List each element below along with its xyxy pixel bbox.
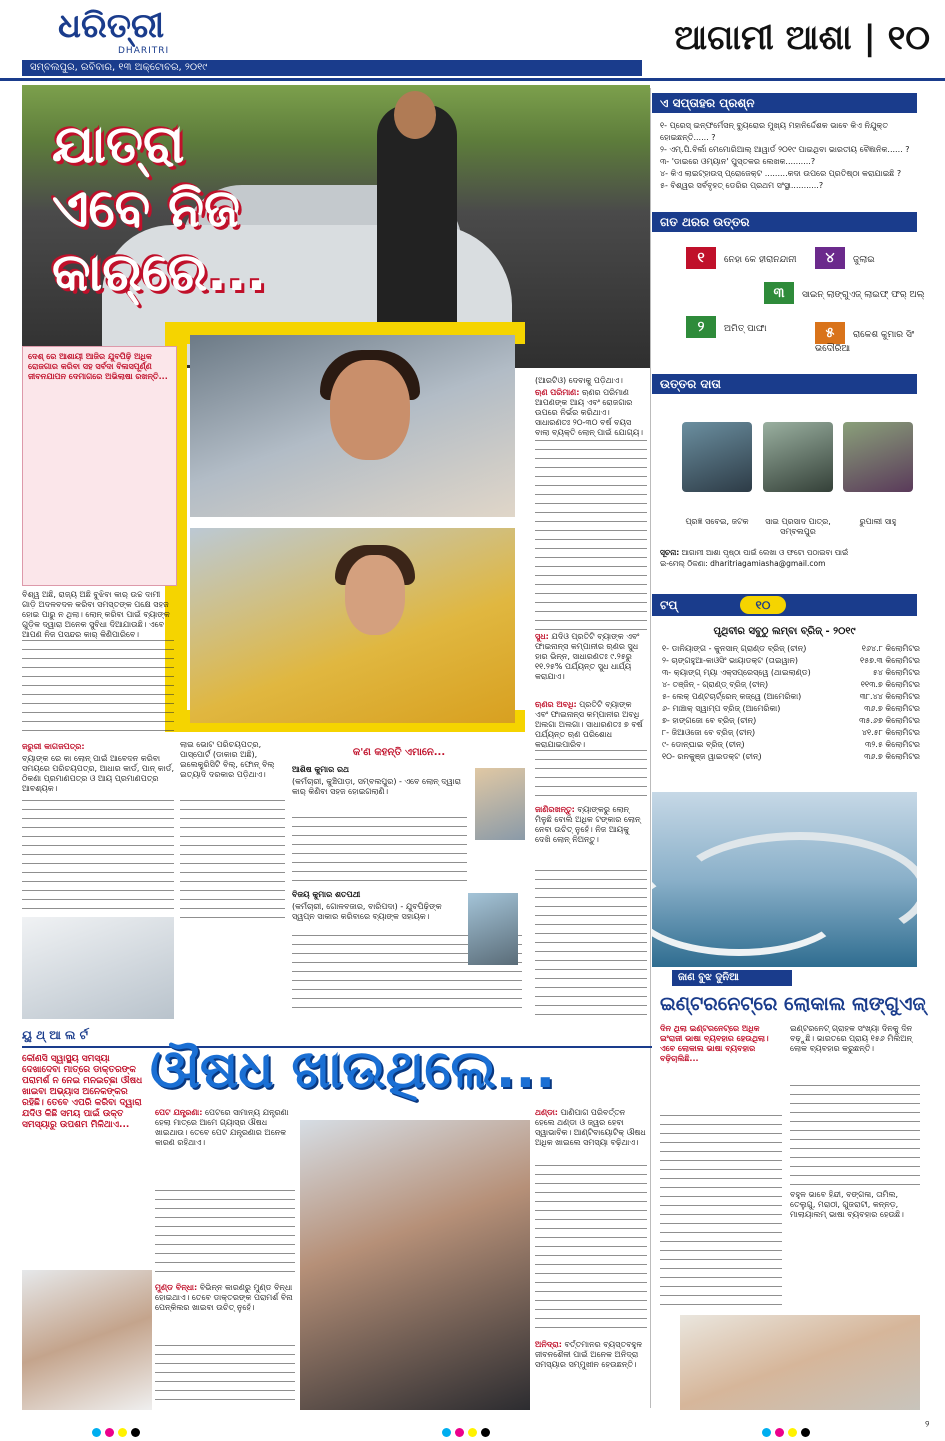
note-text: ଆଗାମୀ ଆଶା ପୃଷ୍ଠା ପାଇଁ ଲେଖା ଓ ଫଟୋ ପଠାଇବା ପାଇଁ: [681, 548, 849, 557]
top10-header: ଟପ୍: [652, 594, 917, 616]
body-col3-lines2: [535, 750, 647, 800]
youth-alert-lead: କୌଣସି ସ୍ୱାସ୍ଥ୍ୟ ସମସ୍ୟା ଦେଖାଦେବା ମାତ୍ରେ ଡାକ୍ତରଙ୍କ ପରାମର୍ଶ ନ ନେଇ ମନଇଚ୍ଛା ଔଷଧ ଖାଇବା ଅଭ୍ୟାସ ଅନେକଙ୍କର ରହିଛି। ତେବେ ଏପରି କରିବା ଦ୍ୱାରା ଯଦିଓ କିଛି ସମୟ ପାଇଁ ଉକ୍ତ ସମସ୍ୟାରୁ ଉପଶମ ମିଳିଥାଏ...: [22, 1054, 143, 1130]
list-item: [662, 667, 920, 679]
cmyk-black-icon: [801, 1428, 810, 1437]
hero-title-line1: ଯାତ୍ରା: [52, 115, 185, 175]
bridge-name: ୬- ମାଞ୍ଚାକ୍ ସ୍ୱାମ୍ପ ବ୍ରିଜ୍ (ଆମେରିକା): [662, 704, 781, 713]
bridge-name: ୮- ଜିଆଓଜୋ ବେ ବ୍ରିଜ୍ (ଚୀନ୍): [662, 728, 756, 737]
cmyk-marks: [760, 1422, 812, 1441]
lead-text: ଦେଶ୍ ରେ ଆଶାୟୀ ଆଜିର ଯୁବପିଢ଼ି ଅଧିକ ରୋଜଗାର କରିବା ସହ ସର୍ବଦା ବିଳାସପୂର୍ଣ୍ଣ ଜୀବନଯାପନ ଦେମାଗରେ ଅଭିଲାଷା ରଖନ୍ତି...: [28, 352, 168, 381]
stomach-text: ପେଟରେ ସାମାନ୍ୟ ଯନ୍ତ୍ରଣା ହେଲା ମାତ୍ରେ ଆମେ ଗ୍ୟାସ୍‌ର ଔଷଧ ଖାଇଥାଉ। ତେବେ ପେଟ ଯନ୍ତ୍ରଣାର ଅନେକ କାରଣ ରହିଥାଏ।: [155, 1108, 289, 1147]
answer-text: ରାକେଶ କୁମାର ସିଂ ଭଦୌରିଆ: [815, 330, 915, 354]
column-divider: [650, 88, 651, 1408]
handshake-photo: [22, 917, 174, 1019]
bridge-name: ୧- ଡାନିୟାଙ୍ଗ - କୁନସାନ୍ ଗ୍ରାଣ୍ଡ ବ୍ରିଜ୍ (ଚୀନ୍): [662, 644, 807, 653]
top10-list: [662, 643, 920, 763]
list-item: [662, 715, 920, 727]
interest-text: ଯଦିଓ ପ୍ରତିଟି ବ୍ୟାଙ୍କ ଏବଂ ଫାଇନାନ୍ସ କମ୍ପାନୀର ଋଣର ସୁଧ ହାର ଭିନ୍ନ, ସାଧାରଣତଃ ୯.୨୫ରୁ ୧୧.୨୫% ପର୍ଯ୍ୟନ୍ତ ସୁଧ ଧାର୍ଯ୍ୟ କରାଯାଏ।: [535, 632, 640, 681]
body-col3-interest: [535, 632, 647, 692]
opinion1-lines: [292, 817, 467, 887]
opinion2-name: ବିଜୟ କୁମାର ଶତପଥୀ: [292, 890, 361, 899]
answer-text: ଜୁଲାଇ: [853, 255, 875, 265]
cmyk-magenta-icon: [455, 1428, 464, 1437]
body-col1-para1: ବିଶ୍ୱ ଅଛି, ରାଜ୍ୟ ଅଛି ବୁଝିବା କାର୍ ଉଚ୍ଚ ଦାମୀ ଗାଡ଼ି ଅଦଳବଦଳ କରିବା ସମସ୍ତଙ୍କ ପକ୍ଷେ ସହଜ ହୋଇ ପାରୁ ନ ଥିଲା। ଲୋନ୍ କରିବା ପାଇଁ ବ୍ୟାଙ୍କ ଗୁଡ଼ିକ ଦ୍ୱାରା ଅନେକ ସୁବିଧା ଦିଆଯାଉଛି। ଏବେ ଆପଣ ନିଜ ପସନ୍ଦର କାର୍ କିଣିପାରିବେ।: [22, 590, 170, 639]
body-col1-lines2: [22, 800, 174, 912]
answers-header: ଗତ ଥରର ଉତ୍ତର: [652, 212, 917, 232]
man-head-image: [394, 91, 436, 139]
answer-number: ୧: [686, 247, 716, 269]
quiz-question: ୩- 'ଡାଇରେ ଓମ୍ୟାନ' ପୁସ୍ତକର ଲେଖକ..........?: [660, 157, 816, 166]
answer-3: [764, 282, 924, 304]
body-col1-keyword: [22, 742, 174, 754]
contact-note: [660, 547, 920, 569]
answer-number: ୪: [815, 247, 845, 269]
opinion1-text: (କର୍ମଚାରୀ, କୁଞ୍ଚିପାଡ଼ା, ସମ୍ବଲପୁର) - ଏବେ ଲୋନ୍ ଦ୍ୱାରା କାର୍ କିଣିବା ସହଜ ହୋଇଗଲାଣି।: [292, 777, 461, 796]
youth-insomnia: [535, 1340, 647, 1405]
list-item: [662, 727, 920, 739]
cmyk-yellow-icon: [118, 1428, 127, 1437]
cmyk-marks: [440, 1422, 492, 1441]
know-world-para2: ବହୁଳ ଭାବେ ହିନ୍ଦୀ, ବଙ୍ଗଳା, ତାମିଲ, ତେଲୁଗୁ, ମରାଠୀ, ଗୁଜରାଟୀ, କନ୍ନଡ଼, ମାଲାୟାଲମ୍ ଭାଷା ବ୍ୟବହାର ହେଉଛି।: [790, 1190, 904, 1219]
winner-name: ରୁପାଲୀ ସାହୁ: [859, 517, 897, 526]
woman-face-image: [330, 360, 410, 460]
know-world-para1: ଇଣ୍ଟରନେଟ୍ ଗ୍ରାହକ ସଂଖ୍ୟା ଦିନକୁ ଦିନ ବଢ଼ୁଛି। ଭାରତରେ ପ୍ରାୟ ୧୫୬ ମିଲିଅନ୍ ଲୋକ ବ୍ୟବହାର କରୁଛନ୍ତି।: [790, 1024, 913, 1053]
note-label: ସୂଚନା:: [660, 548, 680, 557]
youth-cold-intro: [535, 1108, 647, 1158]
cmyk-black-icon: [481, 1428, 490, 1437]
cmyk-yellow-icon: [468, 1428, 477, 1437]
cmyk-magenta-icon: [775, 1428, 784, 1437]
cmyk-marks: [90, 1422, 142, 1441]
answer-2: [686, 316, 767, 338]
keyword-insomnia: ଅନିଦ୍ରା:: [535, 1340, 562, 1349]
top10-badge: ୧୦: [740, 596, 786, 614]
youth-lines1: [155, 1190, 295, 1280]
bridge-name: ୪- ତଞ୍ଜିନ୍ - ଗ୍ରାଣ୍ଡ୍ ବ୍ରିଜ୍ (ଚୀନ୍): [662, 680, 769, 689]
headache-text: ବିଭିନ୍ନ କାରଣରୁ ମୁଣ୍ଡ ବିନ୍ଧା ହୋଇଥାଏ। ତେବେ ଡାକ୍ତରଙ୍କ ପରାମର୍ଶ ବିନା ପେନ୍‌କିଲର ଖାଇବା ଉଚିତ୍ ନୁହେଁ।: [155, 1283, 293, 1312]
body-col3-para1: (ଆରଟିଓ) ଦେବାକୁ ପଡ଼ିଥାଏ।: [535, 376, 623, 385]
note-text: ବ୍ୟାଙ୍କରୁ ଲୋନ୍ ମିଳୁଛି ବୋଲି ଅଧିକ ଟଙ୍କାର ଲୋନ୍ ନେବା ଉଚିତ୍ ନୁହେଁ। ନିଜ ଆୟକୁ ଦେଖି ଲୋନ୍ ନିଅନ୍ତୁ।: [535, 805, 641, 844]
email-label: ଇ-ମେଲ୍ ଠିକଣା:: [660, 559, 708, 568]
answer-number: ୩: [764, 282, 794, 304]
bridge-length: ୩୬.୭ କିଲୋମିଟର: [864, 704, 920, 713]
know-world-lines1: [790, 1085, 920, 1185]
dateline: ସମ୍ବଲପୁର, ରବିବାର, ୧୩ ଅକ୍ଟୋବର, ୨୦୧୯: [22, 60, 642, 76]
cmyk-magenta-icon: [105, 1428, 114, 1437]
bridge-length: ୩୫.୬୭ କିଲୋମିଟର: [859, 716, 920, 725]
cmyk-black-icon: [131, 1428, 140, 1437]
section-title: ଆଗାମୀ ଆଶା | ୧୦: [674, 18, 930, 58]
winner-name: ସାଇ ପ୍ରସାଦ ପାତ୍ର, ସମ୍ବଲପୁର: [765, 517, 831, 536]
answer-text: ନେହା କେ ହୀରାନନ୍ଦାନୀ: [724, 255, 797, 265]
answer-4: [815, 247, 875, 269]
quiz-question: ୧- ପ୍ରେସ୍ ଇନ୍‌ଫର୍ମେସନ୍ ବ୍ୟୁରୋର ମୁଖ୍ୟ ମହାନିର୍ଦ୍ଦେଶକ ଭାବେ କିଏ ନିଯୁକ୍ତ ହୋଇଛନ୍ତି...... ?: [660, 121, 889, 142]
quiz-question: ୫- ବିଶ୍ୱର ସର୍ବବୃହତ୍ ଡେରିର ପ୍ରଥମ ସଂସ୍ଥା...........?: [660, 181, 824, 190]
know-world-title: ଇଣ୍ଟରନେଟ୍‌ରେ ଲୋକାଲ ଲାଙ୍ଗୁଏଜ୍: [660, 993, 926, 1015]
answer-number: ୫: [815, 322, 845, 344]
hero-title-line3: କାର୍‌ରେ...: [52, 243, 267, 303]
cmyk-cyan-icon: [442, 1428, 451, 1437]
bridge-length: ୧୧୩.୭ କିଲୋମିଟର: [860, 680, 920, 689]
list-item: [662, 703, 920, 715]
winner-name: ପ୍ରଜ୍ଞ ସବେଇ, ଜଟକ: [685, 517, 749, 526]
answer-1: [686, 247, 796, 269]
opinion2-text: (କର୍ମଚାରୀ, ଗୋଳବଜାର, ବାରିପଦା) - ଯୁବପିଢ଼ିଙ୍କ ସ୍ୱପ୍ନ ସାକାର କରିବାରେ ବ୍ୟାଙ୍କ ସହାୟକ।: [292, 902, 442, 921]
bridge-length: ୫୪ କିଲୋମିଟର: [872, 668, 920, 677]
bridge-length: ୧୬୪.୮ କିଲୋମିଟର: [861, 644, 920, 653]
top-rule: [0, 78, 945, 81]
youth-headache: [155, 1283, 295, 1343]
list-item: [662, 679, 920, 691]
body-col3-note: [535, 805, 647, 865]
logo-subtitle: DHARITRI: [118, 46, 170, 56]
opinions-title: କ'ଣ କହନ୍ତି ଏମାନେ...: [352, 747, 446, 758]
answer-text: ସାଇନ୍ ଲାଙ୍ଗୁଏଜ୍ ଲାଇଫ୍ ଫର୍ ଅଲ୍: [802, 290, 925, 300]
bridge-length: ୩୬.୭ କିଲୋମିଟର: [864, 752, 920, 761]
know-world-lines2: [660, 1115, 782, 1305]
bridge-length: ୩୮.୪୪ କିଲୋମିଟର: [859, 692, 920, 701]
newspaper-logo: ଧରିତ୍ରୀ: [58, 6, 165, 46]
opinion2-photo: [468, 893, 518, 965]
page-number: ୨: [925, 1420, 930, 1430]
keyword-headache: ମୁଣ୍ଡ ବିନ୍ଧା:: [155, 1283, 198, 1292]
bridge-photo: [652, 792, 917, 967]
youth-stomach: [155, 1108, 295, 1188]
list-item: [662, 751, 920, 763]
bridge-length: ୩୨.୫ କିଲୋମିଟର: [865, 740, 920, 749]
winner-photo: [763, 422, 833, 492]
youth-alert-title: ଔଷଧ ଖାଉଥିଲେ...: [150, 1040, 556, 1100]
quiz-header: ଏ ସପ୍ତାହର ପ୍ରଶ୍ନ: [652, 93, 917, 113]
body-col3-tenure: [535, 700, 647, 750]
bridge-length: ୪୧.୫୮ କିଲୋମିଟର: [861, 728, 920, 737]
answer-5: [815, 322, 925, 354]
loan-amount-text: ଋଣର ପରିମାଣ ଆପଣଙ୍କ ଆୟ ଏବଂ ରୋଜଗାର ଉପରେ ନିର୍ଭର କରିଥାଏ। ସାଧାରଣତଃ ୨୦-୩୦ ବର୍ଷ ବୟସ ବାଲା ବ୍ୟକ୍ତି ଲୋନ୍ ପାଇଁ ଯୋଗ୍ୟ।: [535, 388, 643, 437]
body-col2-lines: [180, 800, 285, 920]
bridge-name: ୫- ଲେକ୍ ପଣ୍ଟଚାର୍ଟ୍ରେନ୍ କଜ୍‌ୱେ (ଆମେରିକା): [662, 692, 802, 701]
woman-phone-photo: [680, 1315, 920, 1410]
bridge-name: ୧୦- ରନକୁଞ୍ଜ ୱାଇଡକ୍ଟ (ଚୀନ୍): [662, 752, 762, 761]
winner-photo: [682, 422, 752, 492]
email-address[interactable]: dharitriagamiasha@gmail.com: [710, 559, 826, 568]
man-taking-pill-photo: [300, 1120, 530, 1410]
print-footer: [0, 1418, 945, 1436]
hero-title-line2: ଏବେ ନିଜ: [52, 179, 240, 239]
youth-alert-tag: ୟୁ ଥ୍ ଆ ଲ ର୍ଟ: [22, 1028, 88, 1042]
answer-number: ୨: [686, 316, 716, 338]
answer-text: ଅମିତ୍ ପାଙ୍ଘା: [724, 324, 767, 334]
cmyk-cyan-icon: [762, 1428, 771, 1437]
list-item: [662, 643, 920, 655]
body-col3-lines3: [535, 870, 647, 1015]
man-image: [377, 105, 457, 345]
quiz-question: ୪- କିଏ ଲାଇଟ୍‌ହାଉସ୍ ପ୍ରୋଜେକ୍ଟ .........କଦା ଉପରେ ପ୍ରତିଷ୍ଠା କରାଯାଇଛି ?: [660, 169, 902, 178]
keyword-loan-amount: ଋଣ ପରିମାଣ:: [535, 388, 580, 397]
list-item: [662, 655, 920, 667]
hero-title: [52, 113, 266, 305]
body-col2-para1: ଲାଇ ଭୋଟ ପରିଚୟପତ୍ର, ପାସ୍‌ପୋର୍ଟ (ଡାକାର ଅଛି), ଇଲେକ୍ଟ୍ରିସିଟି ବିଲ୍, ଫୋନ୍ ବିଲ୍ ଇତ୍ୟାଦି ଦରକାର ପଡ଼ିଥାଏ।: [180, 740, 275, 779]
bridge-name: ୯- ଡୋନ୍‌ଘାଇ ବ୍ରିଜ୍ (ଚୀନ୍): [662, 740, 745, 749]
cmyk-yellow-icon: [788, 1428, 797, 1437]
top10-title: ପୃଥିବୀର ସବୁଠୁ ଲମ୍ବା ବ୍ରିଜ୍ - ୨୦୧୯: [713, 626, 856, 637]
cmyk-cyan-icon: [92, 1428, 101, 1437]
quiz-question: ୨- ଏମ୍.ପି.ବିର୍ଲା ମେମୋରିଆଲ୍ ଆୱାର୍ଡ ୨୦୧୯ ପାଇଥିବା ଭାରତୀୟ ବୈଜ୍ଞାନିକ...... ?: [660, 145, 910, 154]
quiz-list: [660, 120, 920, 192]
body-col1-lines: [22, 640, 174, 735]
bridge-name: ୩- କ୍ୟାଙ୍ଗ୍ ମ୍ୟା ଏକ୍ସପ୍ରେସ୍‌ୱେ (ଥାଇଲାଣ୍ଡ): [662, 668, 811, 677]
body-col1-para2: ବ୍ୟାଙ୍କ ରେ କା ଲୋନ୍ ପାଇଁ ଆବେଦନ କରିବା ସମୟରେ ପରିଚୟପତ୍ର, ଆଧାର କାର୍ଡ, ପାନ୍ କାର୍ଡ, ଠିକଣା ପ୍ରମାଣପତ୍ର ଓ ଆୟ ପ୍ରମାଣପତ୍ର ଆବଶ୍ୟକ।: [22, 754, 174, 793]
list-item: [662, 691, 920, 703]
youth-lines2: [155, 1345, 295, 1405]
insomnia-text: ବର୍ତ୍ତମାନର ବ୍ୟସ୍ତବହୁଳ ଜୀବନଶୈଳୀ ପାଇଁ ଅନେକ ଅନିଦ୍ରା ସମସ୍ୟାର ସମ୍ମୁଖୀନ ହେଉଛନ୍ତି।: [535, 1340, 643, 1369]
opinion1-name: ଆଶିଷ କୁମାର ରଥ: [292, 765, 350, 774]
keyword-note: ଜାଣିରଖନ୍ତୁ:: [535, 805, 575, 814]
bridge-length: ୧୫୭.୩ କିଲୋମିଟର: [859, 656, 920, 665]
keyword-tenure: ଋଣର ଅବଧି:: [535, 700, 577, 709]
list-item: [662, 739, 920, 751]
bridge-name: ୭- ହାଙ୍ଗଜୋ ବେ ବ୍ରିଜ୍ (ଚୀନ୍): [662, 716, 757, 725]
woman2-face-image: [345, 555, 405, 635]
opinion1-photo: [475, 768, 525, 840]
keyword-documents: ଜରୁରୀ କାଗଜପତ୍ର:: [22, 742, 85, 751]
winners-header: ଉତ୍ତର ଦାତା: [652, 374, 917, 394]
tenure-text: ପ୍ରତିଟି ବ୍ୟାଙ୍କ ଏବଂ ଫାଇନାନ୍ସ କମ୍ପାନୀର ଅବଧି ଅଲଗା ଅଲଗା। ସାଧାରଣତଃ ୭ ବର୍ଷ ପର୍ଯ୍ୟନ୍ତ ଋଣ ପରିଶୋଧ କରାଯାଇପାରିବ।: [535, 700, 643, 749]
know-world-tag: ଜାଣ ବୁଝ ଦୁନିଆ: [672, 970, 792, 986]
cold-text: ପାଣିପାଗ ପରିବର୍ତ୍ତନ ହେଲେ ଥଣ୍ଡା ଓ ଜ୍ୱର ହେବା ସ୍ୱାଭାବିକ। ଆଣ୍ଟିବାୟୋଟିକ୍ ଔଷଧ ଅଧିକ ଖାଇଲେ ସମସ୍ୟା ବଢ଼ିଥାଏ।: [535, 1108, 646, 1147]
keyword-cold: ଥଣ୍ଡା:: [535, 1108, 558, 1117]
keyword-stomach-pain: ପେଟ ଯନ୍ତ୍ରଣା:: [155, 1108, 203, 1117]
winner-photo: [843, 422, 913, 492]
bridge-name: ୨- ଚାଙ୍ଗହୁଆ-କାଓସିଂ ଭାୟାଡକ୍ଟ (ତାଇୱାନ): [662, 656, 799, 665]
know-world-lead: ଦିନ ଥିଲା ଇଣ୍ଟରନେଟ୍‌ରେ ଅଧିକ ଇଂରାଜୀ ଭାଷା ବ୍ୟବହାର ହେଉଥିଲା। ଏବେ ଲୋକାଲ ଭାଷା ବ୍ୟବହାର ବଢ଼ିଚାଲିଛି...: [660, 1024, 769, 1063]
keyword-interest: ସୁଧ:: [535, 632, 549, 641]
youth-lines3: [535, 1165, 647, 1335]
body-col3-lines1: [535, 440, 647, 630]
sick-woman-photo: [22, 1270, 152, 1410]
